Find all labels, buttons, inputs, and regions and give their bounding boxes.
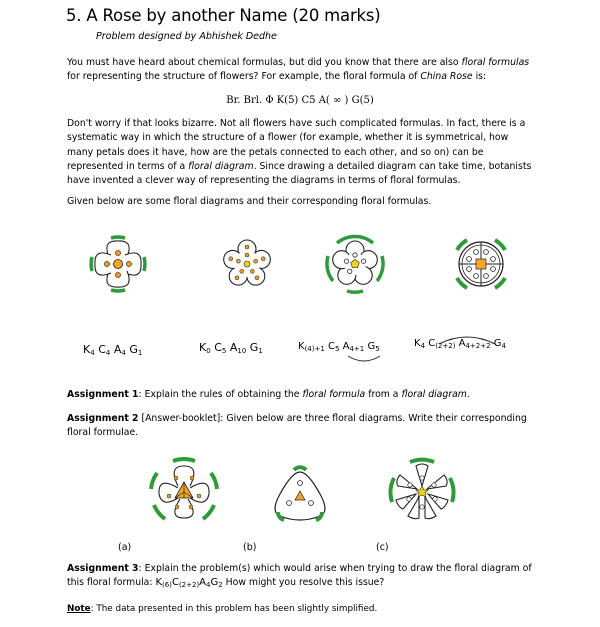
gynoecium	[244, 261, 250, 267]
floral-diagram-3	[324, 233, 386, 295]
assignment-1: Assignment 1: Explain the rules of obtaining the floral formula from a floral diagram.	[67, 389, 470, 400]
china-rose-formula: Br. Brl. Φ K(5) C5 A( ∞ ) G(5)	[226, 95, 374, 106]
problem-author: Problem designed by Abhishek Dedhe	[96, 31, 277, 42]
intro-paragraph: You must have heard about chemical formulas, but did you know that there are also floral formulas for representing the structure of flowers? For example, the floral formula of China Rose is:	[67, 57, 530, 83]
floral-diagram-2	[217, 234, 277, 294]
floral-formula-3: $K_{(4)+1}$ $C_5$ $A_{4+1}$ $G_5$	[298, 341, 380, 353]
floral-diagram-b	[270, 466, 330, 526]
floral-formula-1: $K_4$ $C_4$ $A_4$ $G_1$	[83, 343, 143, 357]
diagram-label-b: (b)	[243, 542, 257, 553]
explanation-paragraph: Don't worry if that looks bizarre. Not all flowers have such complicated formulas. In fact, there is a systematic way in which the structure of a flower (for example, whether it is symmetrical, how many petals does it have, how are the petals connected to each other, and so on) can be represented in terms of a floral diagram. Since drawing a detailed diagram can take time, botanists have invented a clever way of representing the diagrams in terms of floral formulas.	[67, 118, 532, 187]
adnation-curve-3	[346, 354, 382, 364]
diagram-label-c: (c)	[376, 542, 389, 553]
diagram-label-a: (a)	[118, 542, 132, 553]
floral-diagram-c	[386, 456, 458, 528]
adnation-curve-4	[437, 334, 497, 346]
note-line: Note: The data presented in this problem has been slightly simplified.	[67, 604, 378, 614]
given-below-line: Given below are some floral diagrams and their corresponding floral formulas.	[67, 196, 432, 207]
floral-formula-2: $K_0$ $C_5$ $A_{10}$ $G_1$	[199, 341, 263, 355]
assignment-2: Assignment 2 [Answer-booklet]: Given below are three floral diagrams. Write their corresponding floral formulae.	[67, 413, 527, 439]
assignment-3-formula: $K_{(6)}C_{(2+2)}A_4G_2$	[155, 577, 223, 590]
gynoecium	[416, 486, 428, 497]
problem-title: 5. A Rose by another Name (20 marks)	[66, 6, 381, 25]
floral-diagram-1	[88, 234, 148, 294]
gynoecium	[476, 259, 486, 269]
gynoecium	[114, 260, 123, 269]
floral-diagram-4	[450, 233, 512, 295]
assignment-3: Assignment 3: Explain the problem(s) which would arise when trying to draw the floral diagram of this floral formula: $K_{(6)}C_{(2+2)}A_4G_2$ How might you resolve this issue?	[67, 563, 532, 590]
floral-diagram-a	[148, 456, 220, 528]
floral-formula-4: $K_4$ $C_{(2+2)}$ $A_{4+2+2}$ $G_4$	[414, 338, 506, 350]
